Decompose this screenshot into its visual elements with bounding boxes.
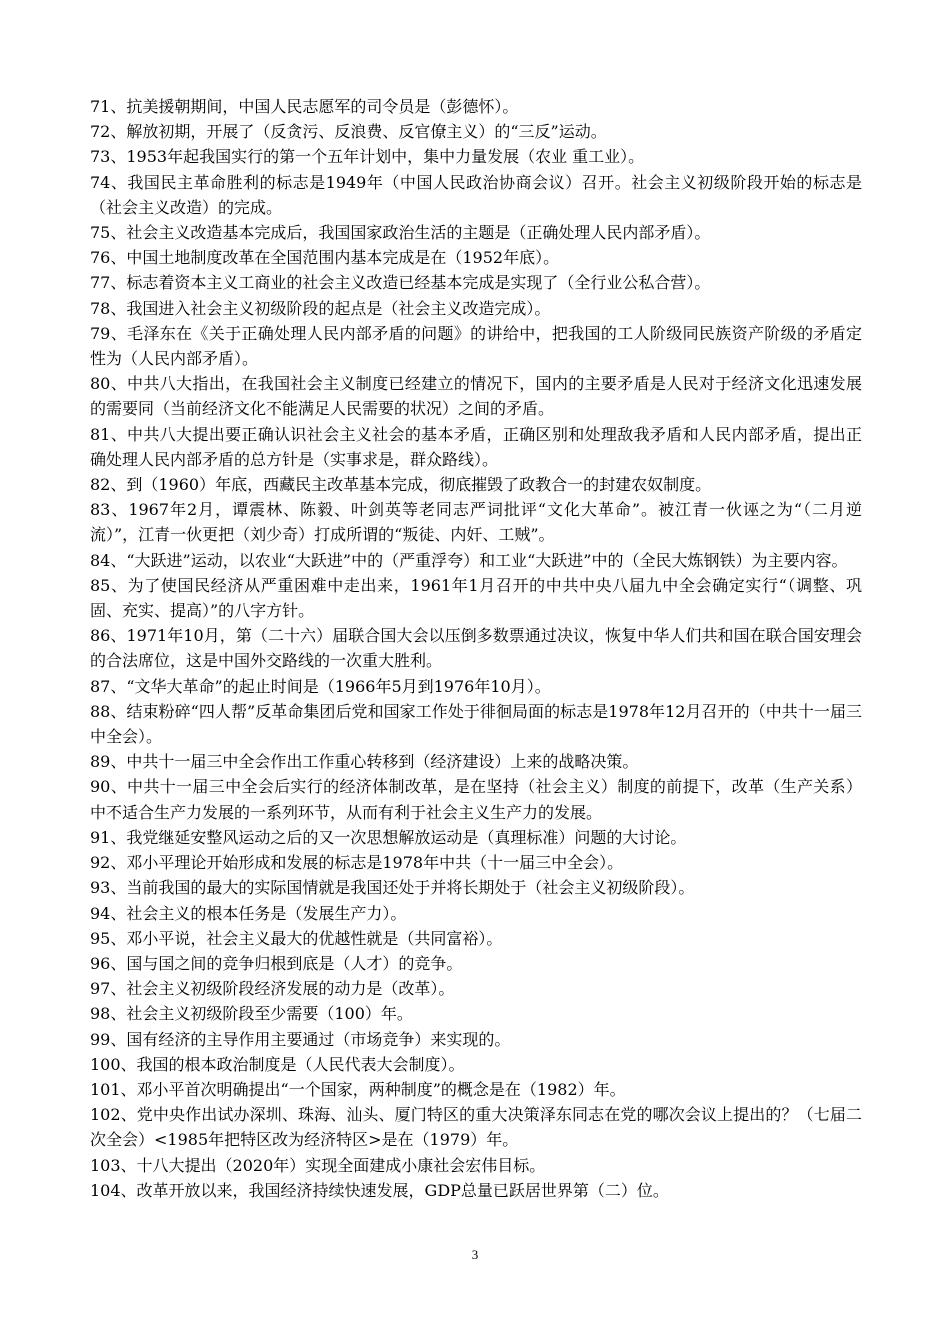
list-item: 81、中共八大提出要正确认识社会主义社会的基本矛盾，正确区别和处理敌我矛盾和人民内部矛盾，提出正确处理人民内部矛盾的总方针是（实事求是，群众路线）。 — [90, 424, 862, 469]
list-item: 84、“大跃进”运动，以农业“大跃进”中的（严重浮夸）和工业“大跃进”中的（全民大炼钢铁）为主要内容。 — [90, 550, 848, 570]
list-item: 88、结束粉碎“四人帮”反革命集团后党和国家工作处于徘徊局面的标志是1978年12月召开的（中共十一届三中全会）。 — [90, 701, 862, 747]
list-item: 90、中共十一届三中全会后实行的经济体制改革，是在坚持（社会主义）制度的前提下，改革（生产关系）中不适合生产力发展的一系列环节，从而有利于社会主义生产力的发展。 — [90, 777, 862, 822]
list-item: 77、标志着资本主义工商业的社会主义改造已经基本完成是实现了（全行业公私合营）。 — [90, 273, 711, 293]
list-item: 91、我党继延安整风运动之后的又一次思想解放运动是（真理标准）问题的大讨论。 — [90, 827, 687, 847]
list-item: 95、邓小平说，社会主义最大的优越性就是（共同富裕）。 — [90, 928, 503, 948]
list-item: 89、中共十一届三中全会作出工作重心转移到（经济建设）上来的战略决策。 — [90, 752, 639, 772]
list-item: 103、十八大提出（2020年）实现全面建成小康社会宏伟目标。 — [90, 1155, 546, 1175]
list-item: 82、到（1960）年底，西藏民主改革基本完成，彻底摧毁了政教合一的封建农奴制度。 — [90, 475, 712, 495]
list-item: 83、1967年2月，谭震林、陈毅、叶剑英等老同志严词批评“文化大革命”。被江青一伙诬之为“（二月逆流）”，江青一伙更把（刘少奇）打成所谓的“叛徒、内奸、工贼”。 — [90, 500, 862, 545]
list-item: 76、中国土地制度改革在全国范围内基本完成是在（1952年底）。 — [90, 248, 560, 268]
list-item: 104、改革开放以来，我国经济持续快速发展，GDP总量已跃居世界第（二）位。 — [90, 1180, 669, 1200]
list-item: 75、社会主义改造基本完成后，我国国家政治生活的主题是（正确处理人民内部矛盾）。 — [90, 223, 711, 243]
list-item: 74、我国民主革命胜利的标志是1949年（中国人民政治协商会议）召开。社会主义初级阶段开始的标志是（社会主义改造）的完成。 — [90, 172, 862, 217]
list-item: 96、国与国之间的竞争归根到底是（人才）的竞争。 — [90, 953, 463, 973]
list-item: 87、“文华大革命”的起止时间是（1966年5月到1976年10月）。 — [90, 676, 551, 696]
list-item: 98、社会主义初级阶段至少需要（100）年。 — [90, 1004, 413, 1024]
list-item: 101、邓小平首次明确提出“一个国家，两种制度”的概念是在（1982）年。 — [90, 1079, 626, 1099]
list-item: 72、解放初期，开展了（反贪污、反浪费、反官僚主义）的“三反”运动。 — [90, 122, 607, 142]
list-item: 97、社会主义初级阶段经济发展的动力是（改革）。 — [90, 979, 455, 999]
list-item: 85、为了使国民经济从严重困难中走出来，1961年1月召开的中共中央八届九中全会确定实行“（调整、巩固、充实、提高）”的八字方针。 — [90, 575, 862, 621]
list-item: 92、邓小平理论开始形成和发展的标志是1978年中共（十一届三中全会）。 — [90, 853, 624, 873]
list-item: 80、中共八大指出，在我国社会主义制度已经建立的情况下，国内的主要矛盾是人民对于经济文化迅速发展的需要同（当前经济文化不能满足人民需要的状况）之间的矛盾。 — [90, 374, 862, 419]
list-item: 78、我国进入社会主义初级阶段的起点是（社会主义改造完成）。 — [90, 298, 551, 318]
list-item: 73、1953年起我国实行的第一个五年计划中，集中力量发展（农业 重工业）。 — [90, 147, 645, 167]
page-number: 3 — [471, 1247, 479, 1262]
list-item: 99、国有经济的主导作用主要通过（市场竞争）来实现的。 — [90, 1029, 511, 1049]
question-list — [90, 94, 862, 1203]
list-item: 94、社会主义的根本任务是（发展生产力）。 — [90, 903, 407, 923]
list-item: 71、抗美援朝期间，中国人民志愿军的司令员是（彭德怀）。 — [90, 97, 519, 116]
list-item: 100、我国的根本政治制度是（人民代表大会制度）。 — [90, 1054, 465, 1074]
list-item: 93、当前我国的最大的实际国情就是我国还处于并将长期处于（社会主义初级阶段）。 — [90, 878, 695, 898]
list-item: 86、1971年10月，第（二十六）届联合国大会以压倒多数票通过决议，恢复中华人们共和国在联合国安理会的合法席位，这是中国外交路线的一次重大胜利。 — [90, 626, 862, 671]
list-item: 102、党中央作出试办深圳、珠海、汕头、厦门特区的重大决策泽东同志在党的哪次会议上提出的？（七届二次全会）<1985年把特区改为经济特区>是在（1979）年。 — [90, 1105, 862, 1150]
list-item: 79、毛泽东在《关于正确处理人民内部矛盾的问题》的讲给中，把我国的工人阶级同民族资产阶级的矛盾定性为（人民内部矛盾）。 — [90, 323, 862, 369]
